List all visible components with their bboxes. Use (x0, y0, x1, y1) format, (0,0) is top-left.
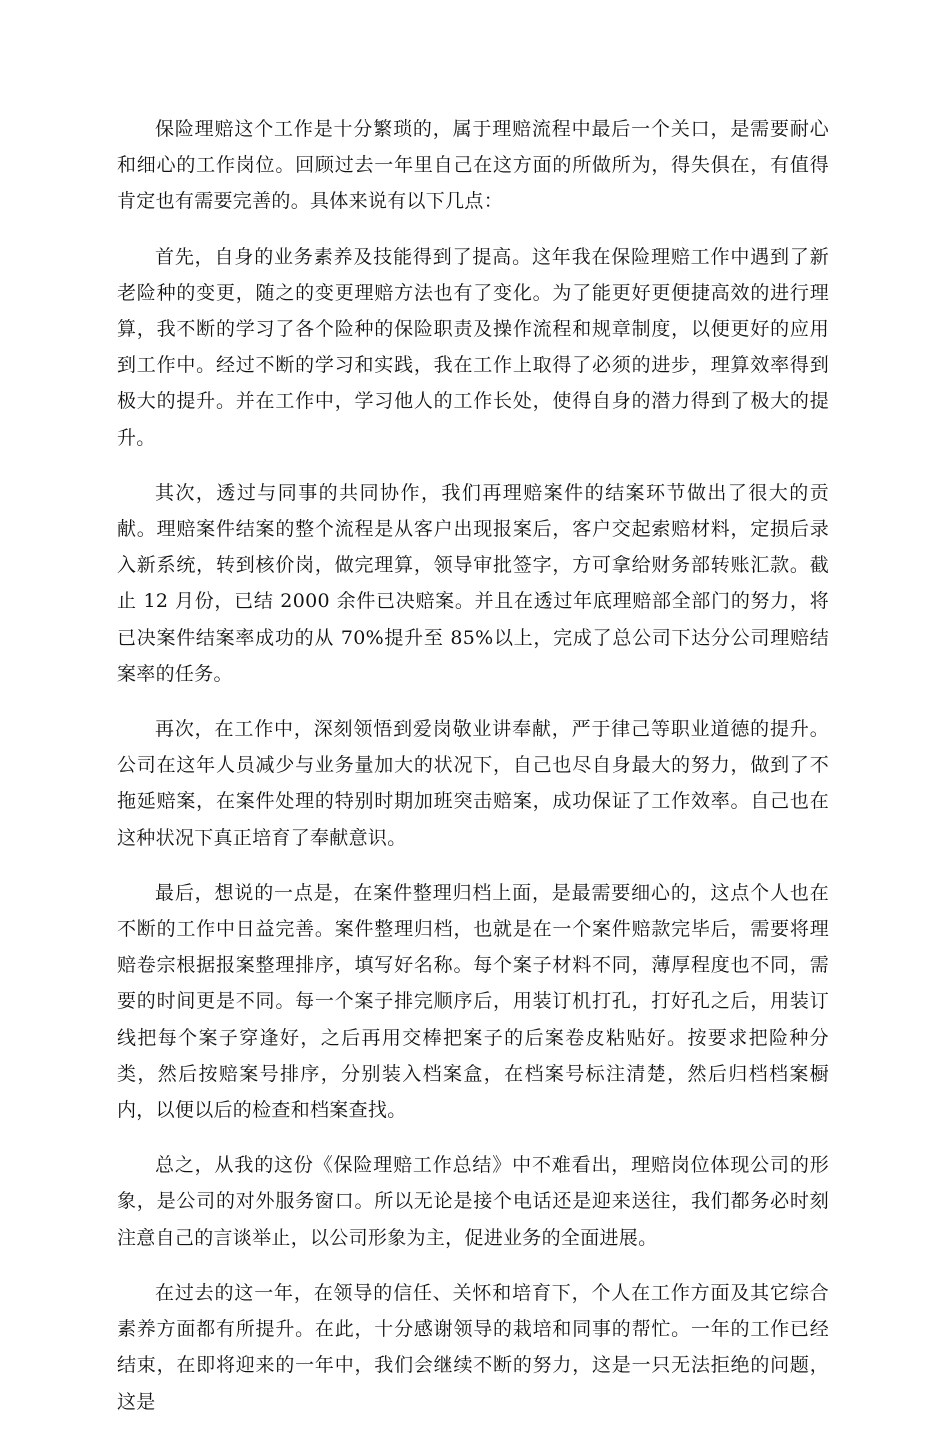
paragraph-last-point: 最后，想说的一点是，在案件整理归档上面，是最需要细心的，这点个人也在不断的工作中日益完善。案件整理归档，也就是在一个案件赔款完毕后，需要将理赔卷宗根据报案整理排序，填写好名称。每个案子材料不同，薄厚程度也不同，需要的时间更是不同。每一个案子排完顺序后，用装订机打孔，打好孔之后，用装订线把每个案子穿逢好，之后再用交棒把案子的后案卷皮粘贴好。按要求把险种分类，然后按赔案号排序，分别装入档案盒，在档案号标注清楚，然后归档档案橱内，以便以后的检查和档案查找。 (117, 881, 829, 1122)
paragraph-summary: 总之，从我的这份《保险理赔工作总结》中不难看出，理赔岗位体现公司的形象，是公司的对外服务窗口。所以无论是接个电话还是迎来送往，我们都务必时刻注意自己的言谈举止，以公司形象为主，促进业务的全面进展。 (117, 1154, 829, 1249)
paragraph-third: 再次，在工作中，深刻领悟到爱岗敬业讲奉献，严于律己等职业道德的提升。公司在这年人员减少与业务量加大的状况下，自己也尽自身最大的努力，做到了不拖延赔案，在案件处理的特别时期加班突击赔案，成功保证了工作效率。自己也在这种状况下真正培育了奉献意识。 (117, 718, 829, 849)
paragraph-second: 其次，透过与同事的共同协作，我们再理赔案件的结案环节做出了很大的贡献。理赔案件结案的整个流程是从客户出现报案后，客户交起索赔材料，定损后录入新系统，转到核价岗，做完理算，领导审批签字，方可拿给财务部转账汇款。截止 12 月份，已结 2000 余件已决赔案。并且在透过年底理赔部全部门的努力，将已决案件结案率成功的从 70%提升至 85%以上，完成了总公司下达分公司理赔结案率的任务。 (117, 481, 829, 685)
paragraph-closing: 在过去的这一年，在领导的信任、关怀和培育下，个人在工作方面及其它综合素养方面都有所提升。在此，十分感谢领导的栽培和同事的帮忙。一年的工作已经结束，在即将迎来的一年中，我们会继续不断的努力，这是一只无法拒绝的问题，这是 (117, 1281, 829, 1413)
document-body (117, 111, 829, 1439)
paragraph-intro: 保险理赔这个工作是十分繁琐的，属于理赔流程中最后一个关口，是需要耐心和细心的工作岗位。回顾过去一年里自己在这方面的所做所为，得失俱在，有值得肯定也有需要完善的。具体来说有以下几点： (117, 118, 829, 213)
paragraph-first: 首先，自身的业务素养及技能得到了提高。这年我在保险理赔工作中遇到了新老险种的变更，随之的变更理赔方法也有了变化。为了能更好更便捷高效的进行理算，我不断的学习了各个险种的保险职责及操作流程和规章制度，以便更好的应用到工作中。经过不断的学习和实践，我在工作上取得了必须的进步，理算效率得到极大的提升。并在工作中，学习他人的工作长处，使得自身的潜力得到了极大的提升。 (117, 245, 829, 449)
